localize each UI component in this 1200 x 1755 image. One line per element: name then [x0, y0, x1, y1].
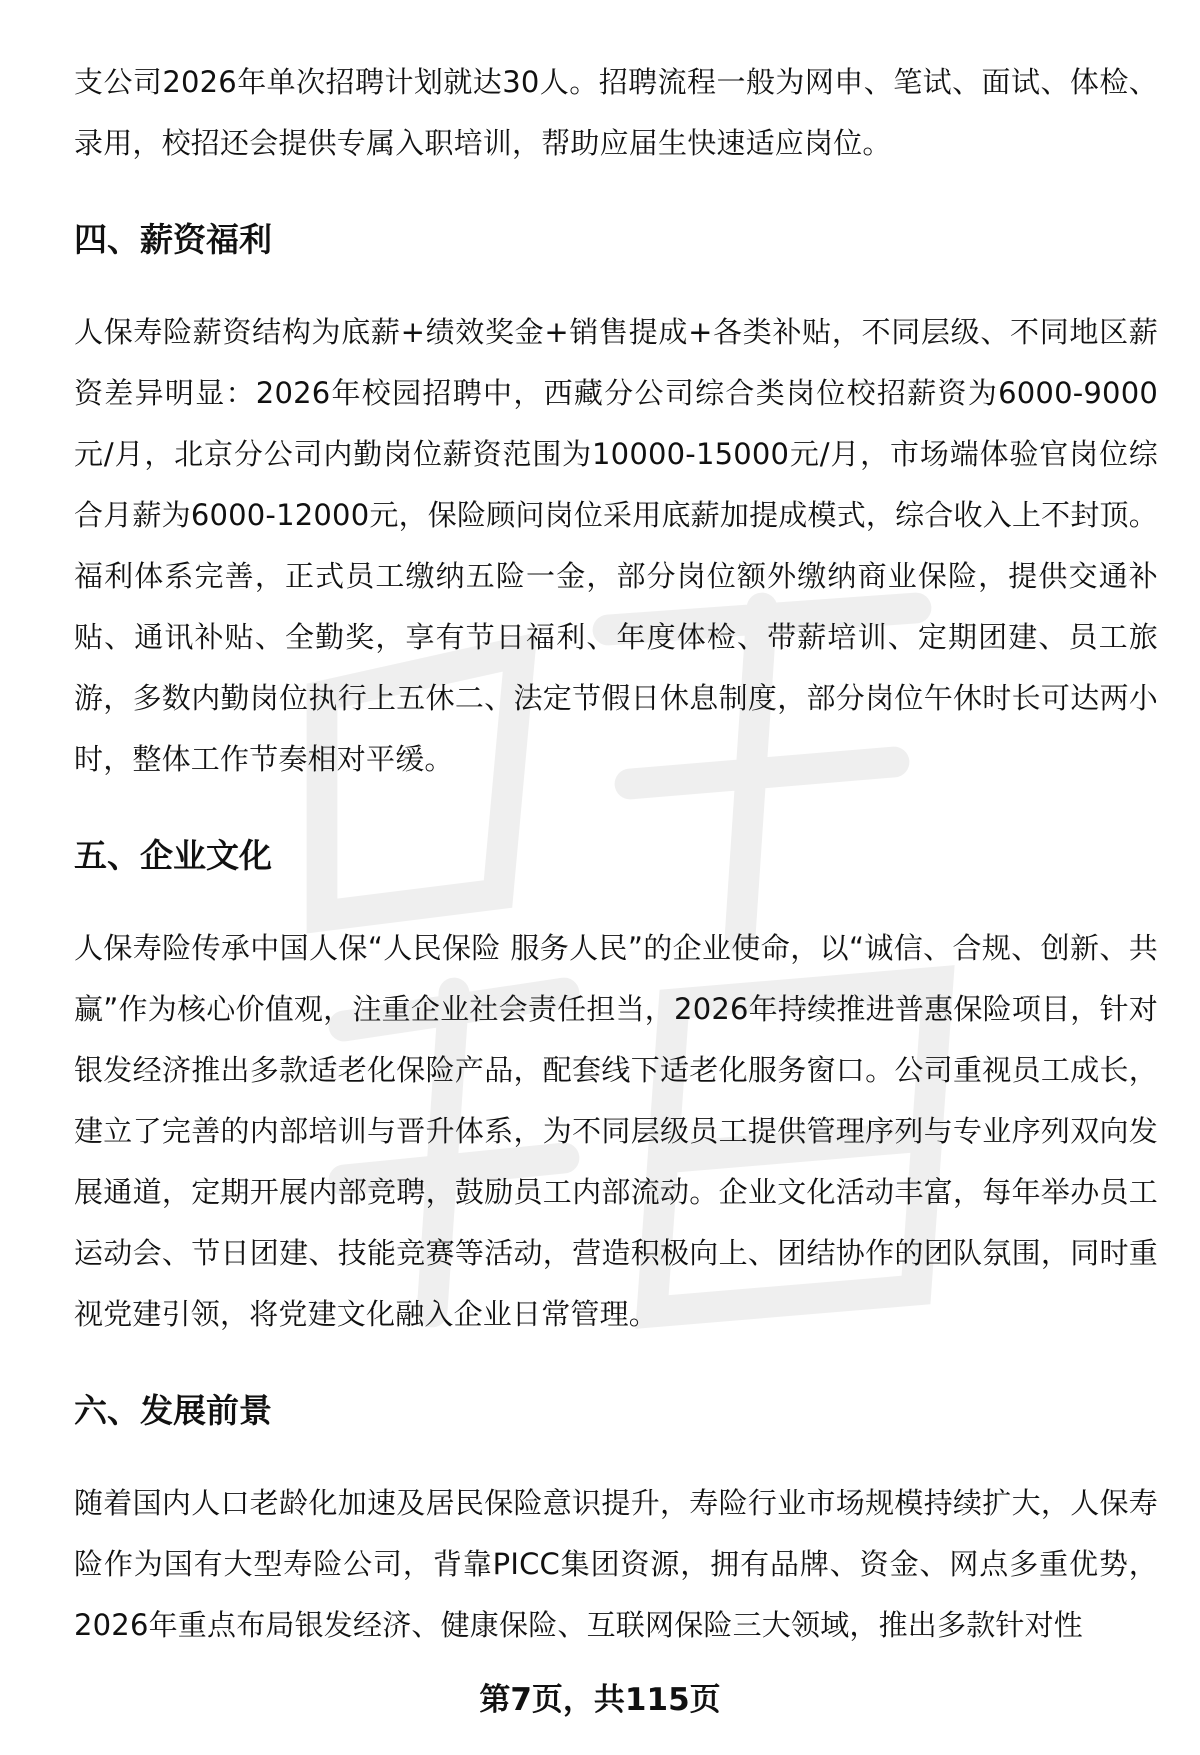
- prospects-paragraph: 随着国内人口老龄化加速及居民保险意识提升，寿险行业市场规模持续扩大，人保寿险作为国有大型寿险公司，背靠PICC集团资源，拥有品牌、资金、网点多重优势，2026年重点布局银发经济、健康保险、互联网保险三大领域，推出多款针对性: [74, 1486, 1158, 1642]
- intro-tail-paragraph: 支公司2026年单次招聘计划就达30人。招聘流程一般为网申、笔试、面试、体检、录用，校招还会提供专属入职培训，帮助应届生快速适应岗位。: [74, 65, 1158, 160]
- prospects-heading: 六、发展前景: [74, 1391, 272, 1430]
- salary-heading: 四、薪资福利: [74, 220, 272, 259]
- culture-paragraph: 人保寿险传承中国人保“人民保险 服务人民”的企业使命，以“诚信、合规、创新、共赢”作为核心价值观，注重企业社会责任担当，2026年持续推进普惠保险项目，针对银发经济推出多款适老化保险产品，配套线下适老化服务窗口。公司重视员工成长，建立了完善的内部培训与晋升体系，为不同层级员工提供管理序列与专业序列双向发展通道，定期开展内部竞聘，鼓励员工内部流动。企业文化活动丰富，每年举办员工运动会、节日团建、技能竞赛等活动，营造积极向上、团结协作的团队氛围，同时重视党建引领，将党建文化融入企业日常管理。: [74, 931, 1158, 1331]
- page-number: 第7页，共115页: [479, 1682, 721, 1718]
- page-content: [74, 52, 1158, 1656]
- culture-heading: 五、企业文化: [74, 836, 272, 875]
- salary-paragraph: 人保寿险薪资结构为底薪+绩效奖金+销售提成+各类补贴，不同层级、不同地区薪资差异明显：2026年校园招聘中，西藏分公司综合类岗位校招薪资为6000-9000元/月，北京分公司内勤岗位薪资范围为10000-15000元/月，市场端体验官岗位综合月薪为6000-12000元，保险顾问岗位采用底薪加提成模式，综合收入上不封顶。福利体系完善，正式员工缴纳五险一金，部分岗位额外缴纳商业保险，提供交通补贴、通讯补贴、全勤奖，享有节日福利、年度体检、带薪培训、定期团建、员工旅游，多数内勤岗位执行上五休二、法定节假日休息制度，部分岗位午休时长可达两小时，整体工作节奏相对平缓。: [74, 315, 1158, 776]
